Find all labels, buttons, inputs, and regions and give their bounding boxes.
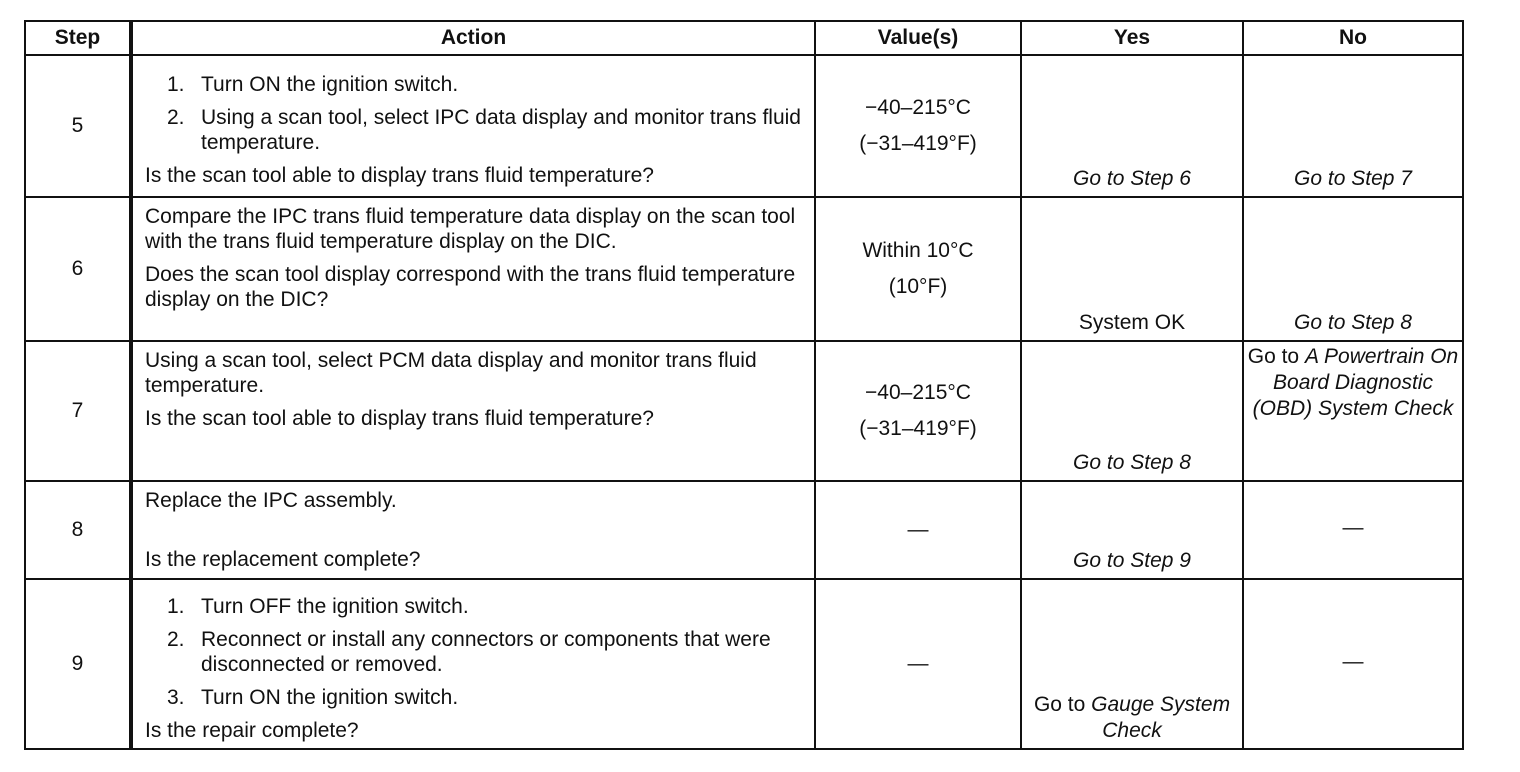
action-question: Is the repair complete? bbox=[145, 719, 359, 742]
action-list-item: 2. Reconnect or install any connectors or components that were disconnected or removed. bbox=[167, 628, 771, 676]
step-number: 6 bbox=[25, 197, 131, 341]
action-cell bbox=[131, 341, 815, 481]
action-question: Is the scan tool able to display trans fluid temperature? bbox=[145, 164, 654, 187]
value-cell: Within 10°C (10°F) bbox=[815, 197, 1021, 341]
yes-link[interactable]: Go to Step 6 bbox=[1021, 55, 1243, 197]
yes-link[interactable]: Go to Step 8 bbox=[1021, 341, 1243, 481]
no-cell: — bbox=[1243, 579, 1463, 749]
header-row bbox=[25, 21, 1463, 55]
action-cell bbox=[131, 579, 815, 749]
value-cell: −40–215°C (−31–419°F) bbox=[815, 341, 1021, 481]
action-text: Compare the IPC trans fluid temperature data display on the scan tool with the trans fluid temperature display on the DIC. bbox=[145, 205, 796, 253]
action-text: Replace the IPC assembly. bbox=[145, 489, 397, 512]
header-values: Value(s) bbox=[815, 21, 1021, 55]
no-link[interactable]: A Powertrain On Board Diagnostic (OBD) System Check bbox=[1252, 345, 1459, 420]
value-cell: −40–215°C (−31–419°F) bbox=[815, 55, 1021, 197]
value-cell: — bbox=[815, 481, 1021, 579]
no-cell bbox=[1243, 341, 1463, 481]
step-number: 8 bbox=[25, 481, 131, 579]
step-number: 9 bbox=[25, 579, 131, 749]
table-row-step-6 bbox=[25, 197, 1463, 341]
yes-cell bbox=[1021, 579, 1243, 749]
table-row-step-9 bbox=[25, 579, 1463, 749]
yes-link[interactable]: Go to Step 9 bbox=[1021, 481, 1243, 579]
action-list-item: 2. Using a scan tool, select IPC data display and monitor trans fluid temperature. bbox=[167, 106, 801, 154]
action-list-item: 3. Turn ON the ignition switch. bbox=[167, 686, 459, 709]
action-cell bbox=[131, 55, 815, 197]
no-prefix: Go to bbox=[1247, 345, 1300, 368]
no-link[interactable]: Go to Step 8 bbox=[1243, 197, 1463, 341]
action-question: Is the scan tool able to display trans fluid temperature? bbox=[145, 407, 654, 430]
no-cell: — bbox=[1243, 481, 1463, 579]
header-step: Step bbox=[25, 21, 131, 55]
action-text: Using a scan tool, select PCM data display and monitor trans fluid temperature. bbox=[145, 349, 757, 397]
value-cell: — bbox=[815, 579, 1021, 749]
action-list-item: 1. Turn ON the ignition switch. bbox=[167, 73, 459, 96]
table-row-step-7 bbox=[25, 341, 1463, 481]
step-number: 5 bbox=[25, 55, 131, 197]
action-cell bbox=[131, 197, 815, 341]
action-question: Is the replacement complete? bbox=[145, 548, 421, 571]
diagnostic-table bbox=[24, 20, 1464, 750]
action-question: Does the scan tool display correspond with the trans fluid temperature display on the DIC? bbox=[145, 263, 796, 311]
header-action: Action bbox=[131, 21, 815, 55]
step-number: 7 bbox=[25, 341, 131, 481]
action-cell bbox=[131, 481, 815, 579]
header-yes: Yes bbox=[1021, 21, 1243, 55]
table-row-step-8 bbox=[25, 481, 1463, 579]
no-link[interactable]: Go to Step 7 bbox=[1243, 55, 1463, 197]
yes-prefix: Go to bbox=[1033, 693, 1086, 716]
header-no: No bbox=[1243, 21, 1463, 55]
yes-link[interactable]: Gauge System Check bbox=[1091, 693, 1231, 742]
table-row-step-5 bbox=[25, 55, 1463, 197]
action-list-item: 1. Turn OFF the ignition switch. bbox=[167, 595, 469, 618]
yes-result: System OK bbox=[1021, 197, 1243, 341]
